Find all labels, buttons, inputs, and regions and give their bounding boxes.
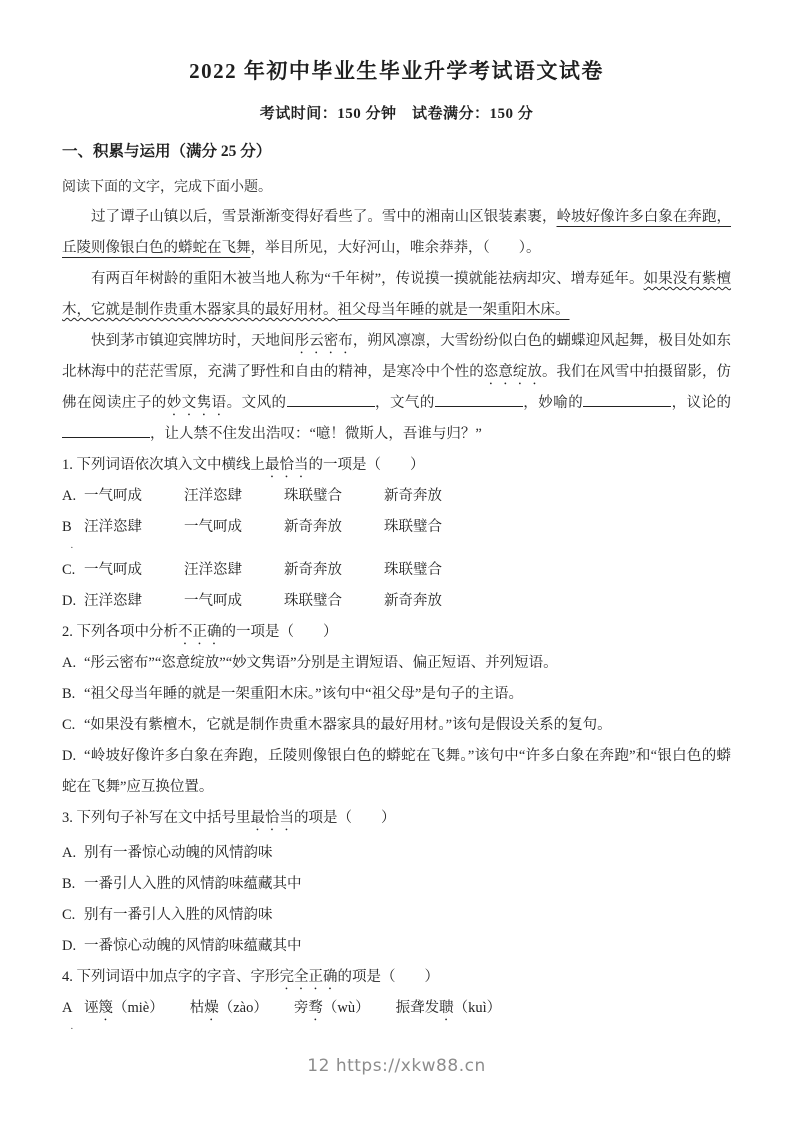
stem-text: 3. 下列句子补写在文中括号里 [62,810,251,826]
option-word: 汪洋恣肆 [184,562,242,578]
dotted-character: 燥 [204,1000,219,1016]
option-label: D. [62,748,77,764]
word-with-pinyin [396,1000,502,1016]
page-footer-watermark [0,1056,793,1076]
word-text: 诬 [84,1000,99,1016]
option-text: “如果没有紫檀木，它就是制作贵重木器家具的最好用材。”该句是假设关系的复句。 [84,717,612,733]
question-2-stem [62,617,731,648]
pinyin-text: （wù） [322,1000,370,1016]
option-word: 一气呵成 [84,562,142,578]
option-word: 新奇奔放 [284,519,342,535]
wavy-underlined-text: 如果没有紫檀木，它就是制作贵重木器家具的最好用材。 [62,271,732,318]
option-word: 新奇奔放 [284,562,342,578]
option-text: “彤云密布”“恣意绽放”“妙文隽语”分别是主谓短语、偏正短语、并列短语。 [84,655,558,671]
option-word: 一气呵成 [184,519,242,535]
option-word: 新奇奔放 [384,593,442,609]
passage-text: ，议论的 [671,395,732,411]
option-word: 珠联璧合 [284,488,342,504]
passage-text: ，文气的 [374,395,435,411]
exam-meta-line: 考试时间：150 分钟 试卷满分：150 分 [259,106,534,122]
passage-text: 。我们在风雪中拍摄留影，仿佛在阅读庄子的 [62,364,732,411]
passage-text: 快到茅市镇迎宾牌坊时，天地间 [91,333,295,349]
stem-text: 的一项是（ ） [308,457,425,473]
option-text: “祖父母当年睡的就是一架重阳木床。”该句中“祖父母”是句子的主语。 [84,686,523,702]
stem-text: 4. 下列词语中加点字的字音、字形 [62,969,280,985]
option-label: D. [62,938,77,954]
option-label: B. [62,686,76,702]
emphasized-text: 妙文隽语 [166,395,227,411]
q3-option-c [62,900,731,931]
q2-option-b [62,679,731,710]
pinyin-text: （miè） [113,1000,164,1016]
option-word: 珠联璧合 [284,593,342,609]
option-label: C. [62,717,76,733]
option-label: A. [62,655,77,671]
word-with-pinyin [294,1000,370,1016]
passage-text: ，让人禁不住发出浩叹：“噫！微斯人，吾谁与归？” [150,426,482,442]
dotted-character: 骛 [308,1000,323,1016]
scan-artifact-mark: · [70,1023,74,1035]
option-label: A. [62,845,77,861]
option-label: A. [62,488,77,504]
fill-in-blank [62,424,150,438]
q1-option-d [62,586,731,617]
stem-text: 的项是（ ） [337,969,439,985]
option-text: 别有一番惊心动魄的风情韵味 [84,845,273,861]
q1-option-c [62,555,731,586]
section-heading: 一、积累与运用（满分 25 分） [62,143,272,160]
passage-text: ，举目所见，大好河山，唯余莽莽，（ ）。 [250,240,541,256]
word-with-pinyin [190,1000,268,1016]
q3-option-a [62,838,731,869]
passage-intro: 阅读下面的文字，完成下面小题。 [62,180,272,195]
q1-option-b [62,512,731,543]
option-label: A [62,1000,73,1016]
stem-text: 2. 下列各项中分析 [62,624,178,640]
stem-text: 的一项是（ ） [221,624,338,640]
stem-text: 1. 下列词语依次填入文中横线上 [62,457,265,473]
dotted-character: 篾 [98,1000,113,1016]
option-label: C. [62,907,76,923]
passage-text: ，妙喻的 [522,395,584,411]
q2-option-a [62,648,731,679]
option-word: 一气呵成 [84,488,142,504]
q2-option-c [62,710,731,741]
passage-paragraph-2 [62,264,731,326]
question-3-stem [62,803,731,834]
q4-option-a [62,993,731,1024]
word-with-pinyin [84,1000,164,1016]
word-text: 枯 [189,1000,205,1016]
question-1-stem [62,450,731,481]
option-label: C. [62,562,76,578]
q1-option-a [62,481,731,512]
pinyin-text: （kuì） [453,1000,502,1016]
q2-option-d [62,741,731,803]
word-text: 振聋发 [395,1000,440,1016]
option-word: 新奇奔放 [384,488,442,504]
emphasized-text: 恣意绽放 [483,364,542,380]
option-word: 汪洋恣肆 [84,519,142,535]
option-text: 别有一番引人入胜的风情韵味 [84,907,273,923]
option-word: 汪洋恣肆 [84,593,142,609]
passage-text: 过了谭子山镇以后，雪景渐渐变得好看些了。雪中的湘南山区银装素裹， [91,209,557,225]
q3-option-b [62,869,731,900]
q3-option-d [62,931,731,962]
fill-in-blank [287,393,375,407]
fill-in-blank [583,393,671,407]
underlined-text: 岭坡好像许多白象在奔跑，丘陵则像银白色的蟒蛇在飞舞 [62,209,732,256]
passage-paragraph-3 [62,326,731,450]
stem-text: 的项是（ ） [294,810,396,826]
page-title: 2022 年初中毕业生毕业升学考试语文试卷 [189,59,604,83]
emphasized-text: 彤云密布 [294,333,353,349]
emphasized-text: 最恰当 [250,810,294,826]
option-text: 一番惊心动魄的风情韵味蕴藏其中 [84,938,302,954]
watermark-text: 12 https://xkw88.cn [307,1056,486,1076]
option-label: B [62,519,72,535]
pinyin-text: （zào） [218,1000,268,1016]
passage-text: 。文风的 [226,395,287,411]
underlined-text: 祖父母当年睡的就是一架重阳木床。 [337,302,570,318]
scan-artifact-mark: · [70,542,74,554]
option-text: 一番引人入胜的风情韵味蕴藏其中 [84,876,302,892]
option-word: 珠联璧合 [384,562,442,578]
passage-text: 有两百年树龄的重阳木被当地人称为“千年树”，传说摸一摸就能祛病却灾、增寿延年。 [91,271,644,287]
passage-text: ，朔风凛凛，大雪纷纷似白色的蝴蝶迎风起舞，极目处如东北林海中的茫茫雪原，充满了野性和自由的精神，是寒冷中个性的 [62,333,732,380]
emphasized-text: 完全正确 [279,969,338,985]
option-word: 汪洋恣肆 [184,488,242,504]
fill-in-blank [435,393,523,407]
option-word: 珠联璧合 [384,519,442,535]
passage-paragraph-1 [62,202,731,264]
emphasized-text: 最恰当 [265,457,309,473]
emphasized-text: 不正确 [178,624,222,640]
option-label: D. [62,593,77,609]
dotted-character: 聩 [439,1000,454,1016]
option-word: 一气呵成 [184,593,242,609]
question-4-stem [62,962,731,993]
word-text: 旁 [293,1000,309,1016]
option-text: “岭坡好像许多白象在奔跑，丘陵则像银白色的蟒蛇在飞舞。”该句中“许多白象在奔跑”和“银白色的蟒蛇在飞舞”应互换位置。 [62,748,731,795]
option-label: B. [62,876,76,892]
